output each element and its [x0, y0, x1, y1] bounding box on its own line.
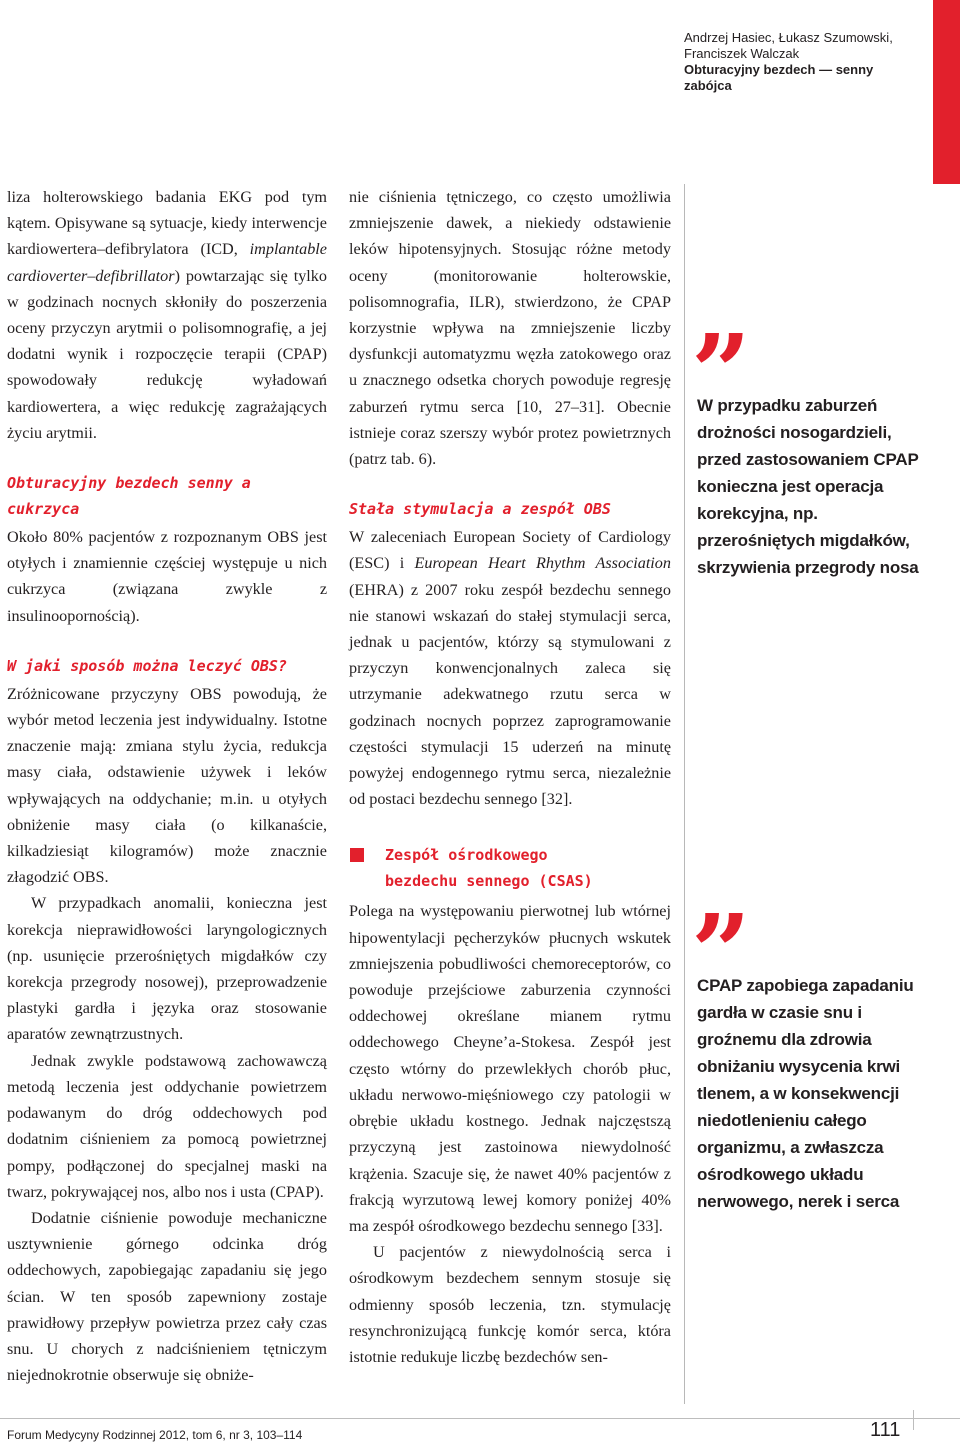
section-heading-diabetes: Obturacyjny bezdech senny a cukrzyca [7, 474, 251, 519]
running-header [684, 30, 924, 94]
header-authors-line1: Andrzej Hasiec, Łukasz Szumowski, [684, 30, 893, 45]
paragraph: Około 80% pacjentów z rozpoznanym OBS jest otyłych i znamiennie częściej występuje u nich cukrzyca (związana zwykle z insulinoopornością). [7, 528, 327, 625]
header-authors-line2: Franciszek Walczak [684, 46, 800, 61]
paragraph: Polega na występowaniu pierwotnej lub wtórnej hipowentylacji pęcherzyków płucnych wskutek zmniejszenia pobudliwości chemoreceptorów, co powoduje przejściowe zaburzenia czynności oddechowej określane mianem rytmu oddechowego Cheyne’a-Stokesa. Zespół jest często wtórny do przewlekłych chorób płuc, układu nerwowo-mięśniowego czy patologii w obrębie układu kostnego. Jednak najczęstszą przyczyną jest zastoinowa niewydolność krążenia. Szacuje się, że nawet 40% pacjentów z frakcją wyrzutową lewej komory poniżej 40% ma zespół ośrodkowego bezdechu sennego [33]. [349, 902, 671, 1235]
paragraph: Jednak zwykle podstawową zachowawczą metodą leczenia jest oddychanie powietrzem podawanym do dróg oddechowych pod dodatnim ciśnieniem za pomocą powietrznej pompy, podłączonej do specjalnej maski na twarz, pokrywającej nos, albo nos i usta (CPAP). [7, 1051, 327, 1201]
column-divider [684, 184, 685, 1404]
quote-mark-icon: ” [691, 311, 747, 434]
paragraph: U pacjentów z niewydolnością serca i ośrodkowym bezdechem sennym stosuje się odmienny sposób leczenia, tzn. stymulację resynchronizującą funkcję komór serca, która istotnie redukuje liczbę bezdechów sen- [349, 1243, 671, 1366]
paragraph: W zaleceniach European Society of Cardiology (ESC) i European Heart Rhythm Association (EHRA) z 2007 roku zespół bezdechu sennego nie stanowi wskazań do stałej stymulacji serca, jednak u pacjentów, którzy są stymulowani z przyczyn konwencjonalnych zaleca się utrzymanie adekwatnego rzutu serca w godzinach nocnych poprzez zaprogramowanie częstości stymulacji 15 uderzeń na minutę powyżej endogennego rytmu serca, niezależnie od postaci bezdechu sennego [32]. [349, 528, 671, 809]
pull-quote-text: W przypadku zaburzeń drożności nosogardzieli, przed zastosowaniem CPAP konieczna jest operacja korekcyjna, np. przerośniętych migdałków, skrzywienia przegrody nosa [697, 396, 919, 577]
paragraph: Dodatnie ciśnienie powoduje mechaniczne usztywnienie górnego odcinka dróg oddechowych, zapobiegając zapadaniu się jego ścian. W ten sposób zapewniony zostaje prawidłowy przepływ powietrza przez cały czas snu. U chorych z nadciśnieniem tętniczym niejednokrotnie obserwuje się obniże- [7, 1208, 327, 1385]
header-article-title: Obturacyjny bezdech — senny zabójca [684, 62, 874, 93]
section-color-tab [933, 0, 960, 184]
emphasis: European Heart Rhythm Association [414, 554, 671, 573]
paragraph: Zróżnicowane przyczyny OBS powodują, że wybór metod leczenia jest indywidualny. Istotne znaczenie mają: zmiana stylu życia, redukcja masy ciała, odstawienie używek i leków wpływających na oddychanie; m.in. u otyłych obniżenie masy ciała (o kilkanaście, kilkadziesiąt kilogramów) może znacznie złagodzić OBS. [7, 684, 327, 887]
section-heading-pacing: Stała stymulacja a zespół OBS [349, 500, 611, 519]
paragraph: liza holterowskiego badania EKG pod tym kątem. Opisywane są sytuacje, kiedy interwencje kardiowertera–defibrylatora (ICD, implantable cardioverter–defibrillator) powtarzając się tylko w godzinach nocnych skłoniły do poszerzenia oceny przyczyn arytmii o polisomnografię, a jej dodatni wynik i rozpoczęcie terapii (CPAP) spowodowały redukcję wyładowań kardiowertera, a więc redukcję zagrażających życiu arytmii. [7, 188, 327, 442]
emphasis: implantable cardioverter–defibrillator [7, 240, 327, 285]
quote-mark-icon: ” [691, 891, 747, 1014]
pull-quote-1 [691, 311, 925, 581]
text-column-middle [349, 184, 671, 1370]
pull-quote-2 [691, 891, 925, 1215]
paragraph: nie ciśnienia tętniczego, co często umożliwia zmniejszenie dawek, a niekiedy odstawienie leków hipotensyjnych. Stosując różne metody oceny (monitorowanie holterowskie, polisomnografia, ILR), stwierdzono, że CPAP korzystnie wpływa na zmniejszenie liczby dysfunkcji automatyzmu węzła zatokowego oraz u znacznego odsetka chorych powoduje regresję zaburzeń rytmu serca [10, 27–31]. Obecnie istnieje coraz szerszy wybór protez powietrznych (patrz tab. 6). [349, 188, 671, 469]
page-number: 111 [870, 1419, 901, 1441]
footer-divider-vertical [913, 1410, 914, 1430]
square-bullet-icon [350, 848, 364, 862]
section-heading-treatment: W jaki sposób można leczyć OBS? [7, 656, 287, 675]
pull-quote-text: CPAP zapobiega zapadaniu gardła w czasie snu i groźnemu dla zdrowia obniżaniu wysycenia krwi tlenem, a w konsekwencji niedotlenieniu całego organizmu, a zwłaszcza ośrodkowego układu nerwowego, nerek i serca [697, 976, 914, 1211]
subsection-heading-csas: Zespół ośrodkowego bezdechu sennego (CSAS) [349, 842, 671, 894]
footer-divider [0, 1418, 960, 1419]
text-column-left [7, 184, 327, 1388]
paragraph: W przypadkach anomalii, konieczna jest korekcja nieprawidłowości laryngologicznych (np. usunięcie przerośniętych migdałków czy korekcja przegrody nosowej), przeprowadzenie plastyki gardła i języka oraz stosowanie aparatów zewnątrzustnych. [7, 894, 327, 1044]
footer-citation: Forum Medycyny Rodzinnej 2012, tom 6, nr 3, 103–114 [7, 1428, 303, 1442]
